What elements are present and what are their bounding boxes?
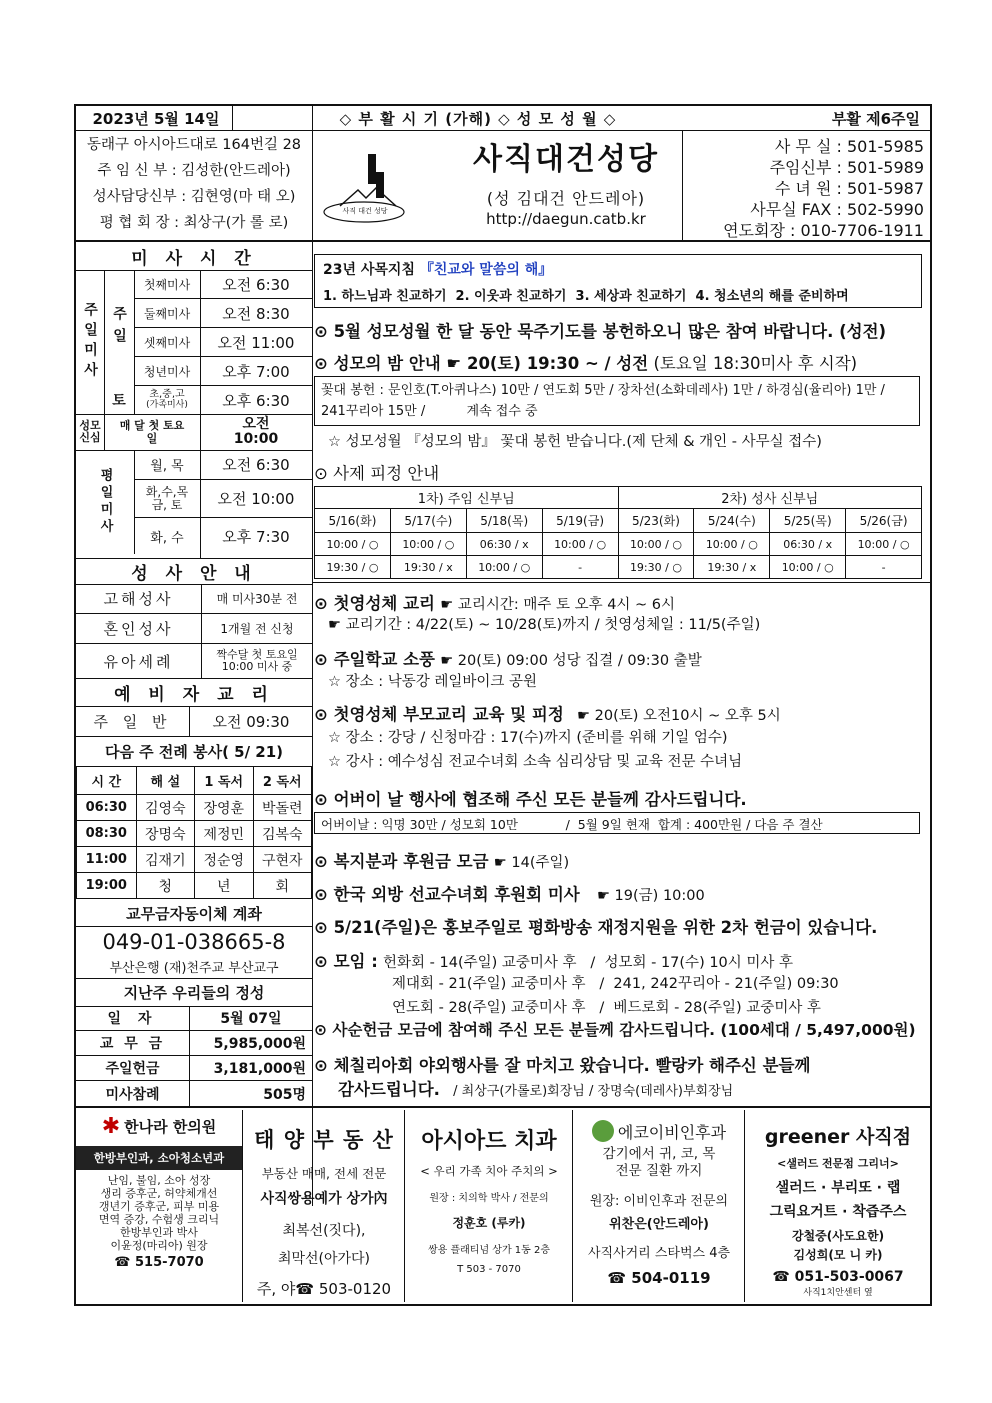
weekday-mass-list — [134, 450, 312, 554]
mass-name: 청년미사 — [143, 364, 191, 379]
church-logo — [320, 142, 420, 232]
retreat-cell: 19:30 / x — [390, 556, 466, 579]
server-cell: 김복숙 — [253, 821, 312, 847]
ad-eco-ent — [574, 1110, 744, 1302]
offering-table — [76, 1006, 312, 1106]
motto-title: 『친교와 말씀의 해』 — [419, 262, 553, 278]
table-row — [315, 509, 922, 533]
table-header: 1 독서 — [195, 767, 253, 795]
ad-line: 전문 질환 까지 — [615, 1163, 703, 1179]
ad-line: 샐러드 · 부리또 · 랩 — [775, 1180, 901, 1196]
retreat-date: 5/16(화) — [315, 509, 391, 533]
weekday-mass-label: 평일미사 — [97, 468, 113, 536]
mass-time: 오전 6:30 — [222, 275, 290, 294]
server-cell: 제정민 — [195, 821, 253, 847]
table-row — [315, 487, 922, 509]
account-bank: 부산은행 (재)천주교 부산교구 — [109, 960, 279, 976]
retreat-cell: 19:30 / x — [694, 556, 770, 579]
retreat-date: 5/19(금) — [542, 509, 618, 533]
meeting-line: 연도회 - 28(주일) 교중미사 후 / 베드로회 - 28(주일) 교중미사 후 — [392, 1000, 821, 1016]
notice-meetings: ⊙ 모임 : — [314, 952, 378, 971]
yeondo-president-phone: 연도회장 : 010-7706-1911 — [723, 221, 924, 240]
table-row — [77, 795, 312, 821]
ad-line: 위찬은(안드레아) — [609, 1217, 709, 1232]
notice-welfare: ⊙ 복지분과 후원금 모금 — [314, 852, 489, 871]
flower-offering-box — [314, 376, 920, 426]
catechumen-time: 오전 09:30 — [212, 712, 290, 731]
ad-line: 갱년기 증후군, 피부 미용 — [98, 1200, 220, 1213]
retreat-cell: 10:00 / ○ — [846, 533, 922, 556]
ad-title: greener 사직점 — [764, 1126, 912, 1148]
retreat-date: 5/17(수) — [390, 509, 466, 533]
header-bar — [76, 106, 930, 130]
mass-time: 오전 8:30 — [222, 304, 290, 323]
mass-name: 초,중,고 — [149, 389, 185, 400]
ad-line: <샐러드 전문점 그리너> — [777, 1157, 899, 1170]
ad-line: 면역 증강, 수험생 크리닉 — [98, 1213, 220, 1226]
table-header: 시 간 — [77, 767, 137, 795]
notice-school-picnic: ⊙ 주일학교 소풍 — [314, 650, 435, 669]
server-cell: 장영훈 — [195, 795, 253, 821]
notice-retreat: ⊙ 사제 피정 안내 — [314, 464, 440, 483]
notice-cecilia: ⊙ 체칠리아회 야외행사를 잘 마치고 왔습니다. 빨랑카 해주신 분들께 — [314, 1056, 811, 1075]
server-time: 11:00 — [77, 847, 137, 873]
church-patron: (성 김대건 안드레아) — [486, 189, 646, 208]
notice-first-communion-time: ☛ 교리시간: 매주 토 오후 4시 ~ 6시 — [440, 597, 676, 613]
table-header: 해 설 — [136, 767, 194, 795]
retreat-cell: 10:00 / ○ — [315, 533, 391, 556]
offering-value: 5,985,000원 — [213, 1036, 306, 1052]
table-row — [77, 873, 312, 899]
ad-phone: ☎ 515-7070 — [114, 1255, 204, 1270]
church-logo-icon — [320, 142, 420, 232]
parents-day-donation-box: 어버이날 : 익명 30만 / 성모회 10만 / 5월 9일 현재 합계 : 400만원 / 다음 주 결산 — [314, 812, 920, 834]
ad-note: 사직1치안센터 옆 — [803, 1288, 873, 1298]
church-address: 동래구 아시아드대로 164번길 28 — [86, 137, 302, 153]
pastor-phone: 주임신부 : 501-5989 — [769, 158, 924, 177]
offering-label: 교 무 금 — [76, 1031, 190, 1055]
catechumen-row — [76, 706, 312, 736]
ad-line: 원장 : 치의학 박사 / 전문의 — [429, 1193, 549, 1204]
notice-cecilia-thanks: 감사드립니다. — [338, 1080, 440, 1099]
weekday-days: 월, 목 — [150, 459, 184, 474]
marian-devotion-day: 매 달 첫 토요일 — [119, 419, 185, 445]
notice-media-sunday: ⊙ 5/21(주일)은 홍보주일로 평화방송 재정지원을 위한 2차 헌금이 있습니다. — [314, 918, 878, 937]
weekday-time: 오후 7:30 — [222, 527, 290, 546]
server-cell: 장명숙 — [136, 821, 194, 847]
notice-mission-mass: ⊙ 한국 외방 선교수녀회 후원회 미사 — [314, 885, 580, 904]
offering-label: 미사참례 — [76, 1081, 190, 1106]
retreat-cell: - — [542, 556, 618, 579]
liturgical-week: 부활 제6주일 — [831, 109, 920, 128]
church-name: 사직대건성당 — [473, 142, 659, 177]
office-phone: 사 무 실 : 501-5985 — [774, 137, 924, 156]
retreat-group: 1차) 주임 신부님 — [315, 487, 619, 509]
retreat-date: 5/26(금) — [846, 509, 922, 533]
ad-title: 태 양 부 동 산 — [254, 1128, 394, 1152]
table-header: 2 독서 — [253, 767, 312, 795]
retreat-cell: 19:30 / ○ — [618, 556, 694, 579]
mass-name: 첫째미사 — [143, 277, 191, 292]
ad-subtitle: 한방부인과, 소아청소년과 — [76, 1146, 242, 1170]
ad-line: 감기에서 귀, 코, 목 — [602, 1146, 716, 1162]
retreat-group: 2차) 성사 신부님 — [618, 487, 922, 509]
table-row — [77, 767, 312, 795]
notice-first-communion-period: ☛ 교리기간 : 4/22(토) ~ 10/28(토)까지 / 첫영성체일 : 11/5(주일) — [328, 617, 761, 633]
mass-time: 오전 11:00 — [217, 333, 295, 352]
offering-value: 3,181,000원 — [213, 1061, 306, 1077]
ad-line: 사직사거리 스타벅스 4층 — [587, 1246, 731, 1261]
sunday-mass-list — [134, 270, 312, 414]
servers-table — [76, 766, 312, 899]
retreat-date: 5/18(목) — [466, 509, 542, 533]
retreat-cell: 19:30 / ○ — [315, 556, 391, 579]
sacrament-name: 고해성사 — [76, 584, 202, 613]
flower-offering-line: 241꾸리아 15만 / 계속 접수 중 — [321, 404, 538, 419]
notice-parent-education-lecturer: ☆ 강사 : 예수성심 전교수녀회 소속 심리상담 및 교육 전문 수녀님 — [328, 754, 743, 770]
retreat-date: 5/24(수) — [694, 509, 770, 533]
notice-lent-offering: ⊙ 사순헌금 모금에 참여해 주신 모든 분들께 감사드립니다. (100세대 / 5,497,000원) — [314, 1021, 916, 1039]
ad-title: 아시아드 치과 — [421, 1129, 557, 1154]
ad-line: 최복선(짓다), — [282, 1223, 366, 1239]
table-row — [77, 821, 312, 847]
ad-line: 강철중(사도요한) — [791, 1229, 885, 1243]
retreat-cell: 10:00 / ○ — [694, 533, 770, 556]
ad-phone: 주, 야☎ 503-0120 — [256, 1280, 392, 1298]
meeting-line: 헌화회 - 14(주일) 교중미사 후 / 성모회 - 17(수) 10시 미사 후 — [383, 955, 794, 971]
pastor-name: 주 임 신 부 : 김성한(안드레아) — [97, 163, 291, 179]
notice-parent-education-place: ☆ 장소 : 강당 / 신청마감 : 17(수)까지 (준비를 위해 기일 엄수) — [328, 730, 728, 746]
church-info — [76, 132, 312, 240]
notice-marian-night: ⊙ 성모의 밤 안내 ☛ 20(토) 19:30 ~ / 성전 — [314, 354, 649, 373]
saturday-label: 토 — [112, 393, 126, 409]
server-cell: 구현자 — [253, 847, 312, 873]
sunday-mass-label: 주일미사 — [82, 302, 98, 382]
catechumen-title: 예 비 자 교 리 — [114, 684, 274, 705]
ad-phone: ☎ 504-0119 — [607, 1269, 711, 1287]
meeting-line: 제대회 - 21(주일) 교중미사 후 / 241, 242꾸리아 - 21(주일) 09:30 — [392, 976, 839, 992]
ad-line: 정훈호 (루카) — [452, 1216, 526, 1230]
ad-line: 부동산 매매, 전세 전문 — [261, 1166, 387, 1181]
ads-row — [76, 1110, 930, 1302]
server-cell: 회 — [253, 873, 312, 899]
notice-parent-education-time: ☛ 20(토) 오전10시 ~ 오후 5시 — [577, 708, 781, 724]
offering-value: 505명 — [263, 1086, 306, 1103]
marian-devotion-time: 오전 10:00 — [233, 416, 279, 447]
flower-offering-line: 꽃대 봉헌 : 문인호(T.아퀴나스) 10만 / 연도회 5만 / 장차선(소화데레사) 1만 / 하경심(율리아) 1만 / — [321, 383, 885, 398]
notice-first-communion: ⊙ 첫영성체 교리 — [314, 594, 435, 613]
notice-cecilia-names: / 최상구(가롤로)회장님 / 장명숙(데레사)부회장님 — [453, 1084, 734, 1099]
weekday-time: 오전 10:00 — [217, 490, 295, 508]
server-cell: 김재기 — [136, 847, 194, 873]
notice-welfare-date: ☛ 14(주일) — [493, 855, 570, 871]
server-time: 06:30 — [77, 795, 137, 821]
ad-line: 한방부인과 박사 — [120, 1226, 198, 1239]
ad-line: 최막선(아가다) — [277, 1251, 371, 1267]
notice-marian-month: ⊙ 5월 성모성월 한 달 동안 묵주기도를 봉헌하오니 많은 참여 바랍니다. (성전) — [314, 322, 887, 341]
logo-text: 사직 대건 성당 — [342, 207, 388, 215]
retreat-cell: 06:30 / x — [466, 533, 542, 556]
sacrament-value: 1개월 전 신청 — [220, 622, 294, 636]
ad-line: 생리 증후군, 허약체개선 — [100, 1187, 218, 1200]
retreat-table — [314, 486, 922, 579]
offering-label: 주일헌금 — [76, 1056, 190, 1080]
retreat-cell: 06:30 / x — [770, 533, 846, 556]
ad-line: 원장: 이비인후과 전문의 — [589, 1194, 729, 1209]
retreat-date: 5/25(목) — [770, 509, 846, 533]
notice-parents-day: ⊙ 어버이 날 행사에 협조해 주신 모든 분들께 감사드립니다. — [314, 790, 747, 809]
eco-logo-icon — [592, 1120, 614, 1142]
assistant-priest: 성사담당신부 : 김현영(마 태 오) — [92, 189, 296, 205]
retreat-cell: 10:00 / ○ — [770, 556, 846, 579]
liturgical-season: ◇ 부 활 시 기 (가해) ◇ 성 모 성 월 ◇ — [339, 109, 617, 128]
flower-icon: ✱ — [101, 1113, 121, 1139]
sacrament-name: 혼인성사 — [76, 614, 202, 643]
ad-hannara — [76, 1110, 242, 1302]
notice-school-picnic-place: ☆ 장소 : 낙동강 레일바이크 공원 — [328, 674, 538, 690]
motto-prefix: 23년 사목지침 — [323, 262, 415, 278]
retreat-cell: - — [846, 556, 922, 579]
office-fax: 사무실 FAX : 502-5990 — [750, 200, 924, 219]
server-time: 08:30 — [77, 821, 137, 847]
ad-line: 사직쌍용예가 상가內 — [260, 1191, 388, 1207]
catechumen-class: 주 일 반 — [76, 706, 190, 736]
ad-line: T 503 - 7070 — [457, 1264, 521, 1275]
sacrament-value: 매 미사30분 전 — [216, 592, 298, 606]
retreat-date: 5/23(화) — [618, 509, 694, 533]
notice-marian-flower: ☆ 성모성월 『성모의 밤』 꽃대 봉헌 받습니다.(제 단체 & 개인 - 사무실 접수) — [328, 434, 822, 450]
sacrament-value: 짝수달 첫 토요일 10:00 미사 중 — [216, 648, 298, 673]
sacrament-name: 유아세례 — [76, 644, 202, 678]
server-cell: 박돌련 — [253, 795, 312, 821]
table-row — [77, 847, 312, 873]
motto-items: 1. 하느님과 친교하기 2. 이웃과 친교하기 3. 세상과 친교하기 4. 청소년의 해를 준비하며 — [323, 289, 849, 304]
mass-name-sub: (가족미사) — [146, 400, 188, 410]
council-president: 평 협 회 장 : 최상구(가 롤 로) — [99, 215, 289, 231]
mass-time: 오후 6:30 — [222, 391, 290, 410]
ad-phone: ☎ 051-503-0067 — [772, 1269, 904, 1285]
mass-times-title: 미 사 시 간 — [131, 248, 257, 269]
table-row — [315, 556, 922, 579]
ad-line: 김성희(모 니 카) — [793, 1248, 883, 1262]
marian-devotion-label: 성모신심 — [79, 419, 101, 444]
bulletin-date: 2023년 5월 14일 — [92, 109, 220, 128]
contact-list — [688, 136, 924, 241]
weekday-days: 화,수,목 금, 토 — [145, 484, 189, 512]
sacrament-title: 성 사 안 내 — [131, 563, 257, 584]
notice-mission-mass-time: ☛ 19(금) 10:00 — [596, 888, 705, 904]
server-cell: 정순영 — [195, 847, 253, 873]
convent-phone: 수 녀 원 : 501-5987 — [774, 179, 924, 198]
mass-time: 오후 7:00 — [222, 362, 290, 381]
ad-title: 한나라 한의원 — [124, 1117, 217, 1136]
offering-value: 5월 07일 — [220, 1011, 282, 1027]
notice-school-picnic-time: ☛ 20(토) 09:00 성당 집결 / 09:30 출발 — [440, 653, 702, 669]
ad-taeyang — [244, 1110, 404, 1302]
sunday-label: 주일 — [111, 306, 127, 350]
church-url[interactable]: http://daegun.catb.kr — [486, 210, 646, 228]
account-title: 교무금자동이체 계좌 — [126, 904, 262, 923]
account-number: 049-01-038665-8 — [102, 930, 286, 954]
ad-greener — [746, 1110, 930, 1302]
ad-line: 이윤정(마리아) 원장 — [110, 1239, 208, 1252]
bulletin-page — [74, 104, 932, 1306]
ad-title: 에코이비인후과 — [617, 1122, 727, 1142]
ad-asiad-dental — [406, 1110, 572, 1302]
table-row — [315, 533, 922, 556]
retreat-cell: 10:00 / ○ — [466, 556, 542, 579]
servers-title: 다음 주 전례 봉사( 5/ 21) — [104, 742, 284, 761]
retreat-cell: 10:00 / ○ — [618, 533, 694, 556]
ad-line: 그릭요거트 · 착즙주스 — [769, 1204, 907, 1220]
server-time: 19:00 — [77, 873, 137, 899]
pastoral-motto-box — [314, 254, 922, 308]
sacrament-list — [76, 584, 312, 678]
offering-label: 일 자 — [76, 1006, 190, 1030]
retreat-cell: 10:00 / ○ — [542, 533, 618, 556]
weekday-time: 오전 6:30 — [222, 456, 290, 474]
server-cell: 청 — [136, 873, 194, 899]
notice-parent-education: ⊙ 첫영성체 부모교리 교육 및 피정 — [314, 705, 564, 724]
mass-name: 둘째미사 — [143, 306, 191, 321]
ad-line: 난임, 불임, 소아 성장 — [107, 1174, 211, 1187]
offering-title: 지난주 우리들의 정성 — [123, 983, 265, 1002]
mass-name: 셋째미사 — [143, 335, 191, 350]
ad-line: 쌍용 플래티넘 상가 1동 2층 — [427, 1245, 551, 1256]
server-cell: 년 — [195, 873, 253, 899]
weekday-days: 화, 수 — [150, 530, 184, 546]
ad-line: < 우리 가족 치아 주치의 > — [420, 1164, 558, 1178]
retreat-cell: 10:00 / ○ — [390, 533, 466, 556]
notice-marian-night-time: (토요일 18:30미사 후 시작) — [653, 354, 858, 373]
server-cell: 김영숙 — [136, 795, 194, 821]
